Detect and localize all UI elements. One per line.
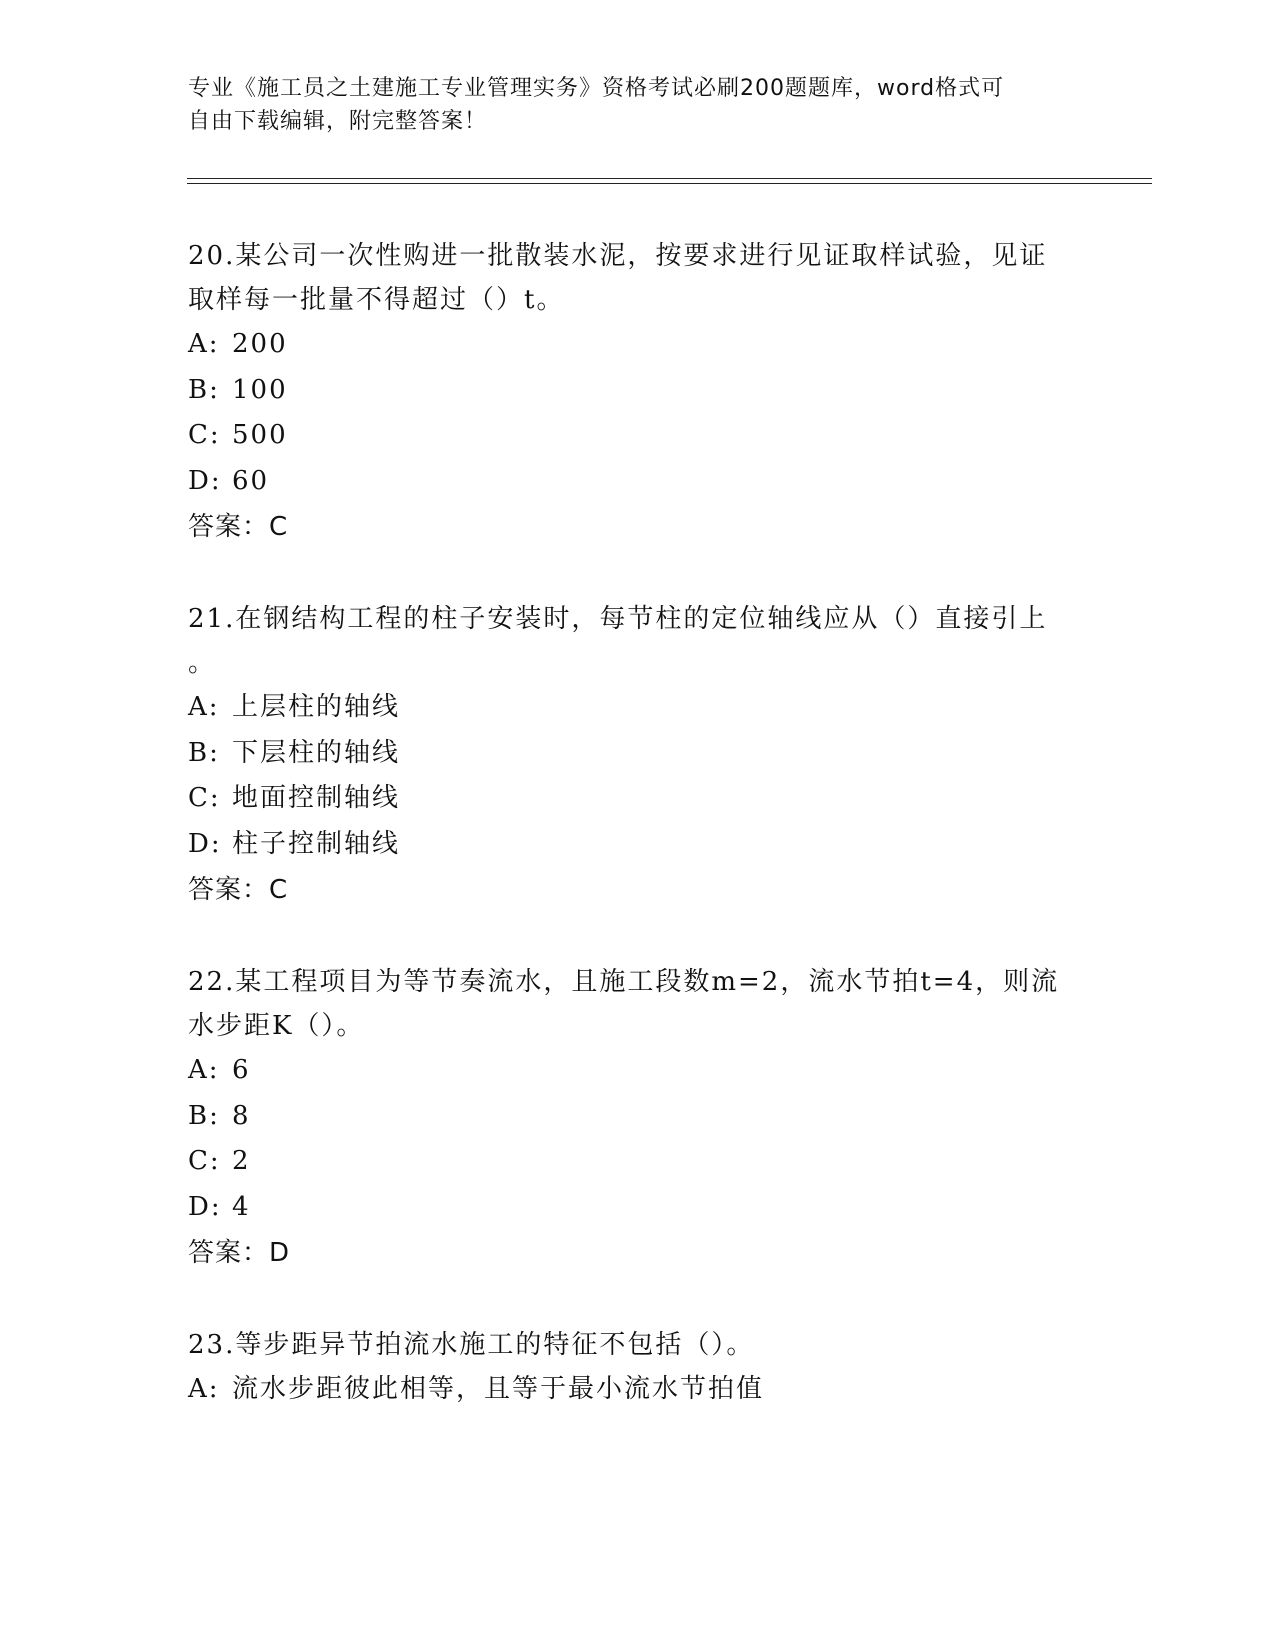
question-text-line: 。: [188, 648, 217, 678]
option-text: 2: [232, 1146, 251, 1176]
option-b: [188, 368, 1088, 414]
answer-text: 答案：C: [188, 875, 289, 905]
question-23: [188, 1323, 1088, 1413]
option-c: [188, 776, 1088, 822]
option-text: 500: [232, 420, 288, 450]
document-header: [188, 72, 1068, 138]
option-letter: C:: [188, 420, 221, 450]
option-letter: C:: [188, 1146, 221, 1176]
option-c: [188, 1139, 1088, 1185]
answer-text: 答案：C: [188, 512, 289, 542]
option-text: 8: [232, 1100, 251, 1131]
option-text: 流水步距彼此相等，且等于最小流水节拍值: [232, 1374, 765, 1404]
option-a: [188, 1367, 1088, 1413]
option-letter: D:: [188, 465, 222, 496]
option-letter: A:: [188, 1055, 220, 1085]
question-text-line: 22.某工程项目为等节奏流水，且施工段数m=2，流水节拍t=4，则流: [188, 967, 1060, 997]
option-letter: D:: [188, 828, 222, 859]
header-line-1: 专业《施工员之土建施工专业管理实务》资格考试必刷200题题库，word格式可: [188, 76, 1005, 101]
option-text: 柱子控制轴线: [232, 828, 401, 859]
option-letter: B:: [188, 737, 220, 768]
option-text: 100: [232, 374, 288, 405]
header-divider-top: [187, 178, 1152, 179]
option-letter: C:: [188, 783, 221, 813]
option-letter: B:: [188, 1100, 220, 1131]
option-letter: A:: [188, 329, 220, 359]
question-text-line: 取样每一批量不得超过（）t。: [188, 285, 565, 315]
question-text-line: 23.等步距异节拍流水施工的特征不包括（）。: [188, 1330, 755, 1360]
option-text: 4: [232, 1191, 251, 1222]
option-b: [188, 731, 1088, 777]
option-d: [188, 1185, 1088, 1231]
option-letter: A:: [188, 1374, 220, 1404]
question-text-line: 20.某公司一次性购进一批散装水泥，按要求进行见证取样试验，见证: [188, 241, 1048, 271]
option-text: 上层柱的轴线: [232, 692, 401, 722]
question-20: [188, 234, 1088, 550]
option-letter: A:: [188, 692, 220, 722]
option-letter: B:: [188, 374, 220, 405]
option-b: [188, 1094, 1088, 1140]
question-21: [188, 597, 1088, 913]
header-line-2: 自由下载编辑，附完整答案！: [188, 109, 488, 134]
option-letter: D:: [188, 1191, 222, 1222]
option-a: [188, 1048, 1088, 1094]
answer-text: 答案：D: [188, 1238, 291, 1268]
option-c: [188, 413, 1088, 459]
option-text: 下层柱的轴线: [232, 737, 401, 768]
option-d: [188, 822, 1088, 868]
question-text-line: 水步距K（）。: [188, 1011, 365, 1041]
option-a: [188, 322, 1088, 368]
header-divider-bottom: [187, 183, 1152, 184]
option-text: 200: [232, 329, 288, 359]
option-text: 60: [232, 465, 270, 496]
option-text: 地面控制轴线: [232, 783, 401, 813]
option-d: [188, 459, 1088, 505]
question-text-line: 21.在钢结构工程的柱子安装时，每节柱的定位轴线应从（）直接引上: [188, 604, 1048, 634]
option-text: 6: [232, 1055, 251, 1085]
question-22: [188, 960, 1088, 1276]
option-a: [188, 685, 1088, 731]
